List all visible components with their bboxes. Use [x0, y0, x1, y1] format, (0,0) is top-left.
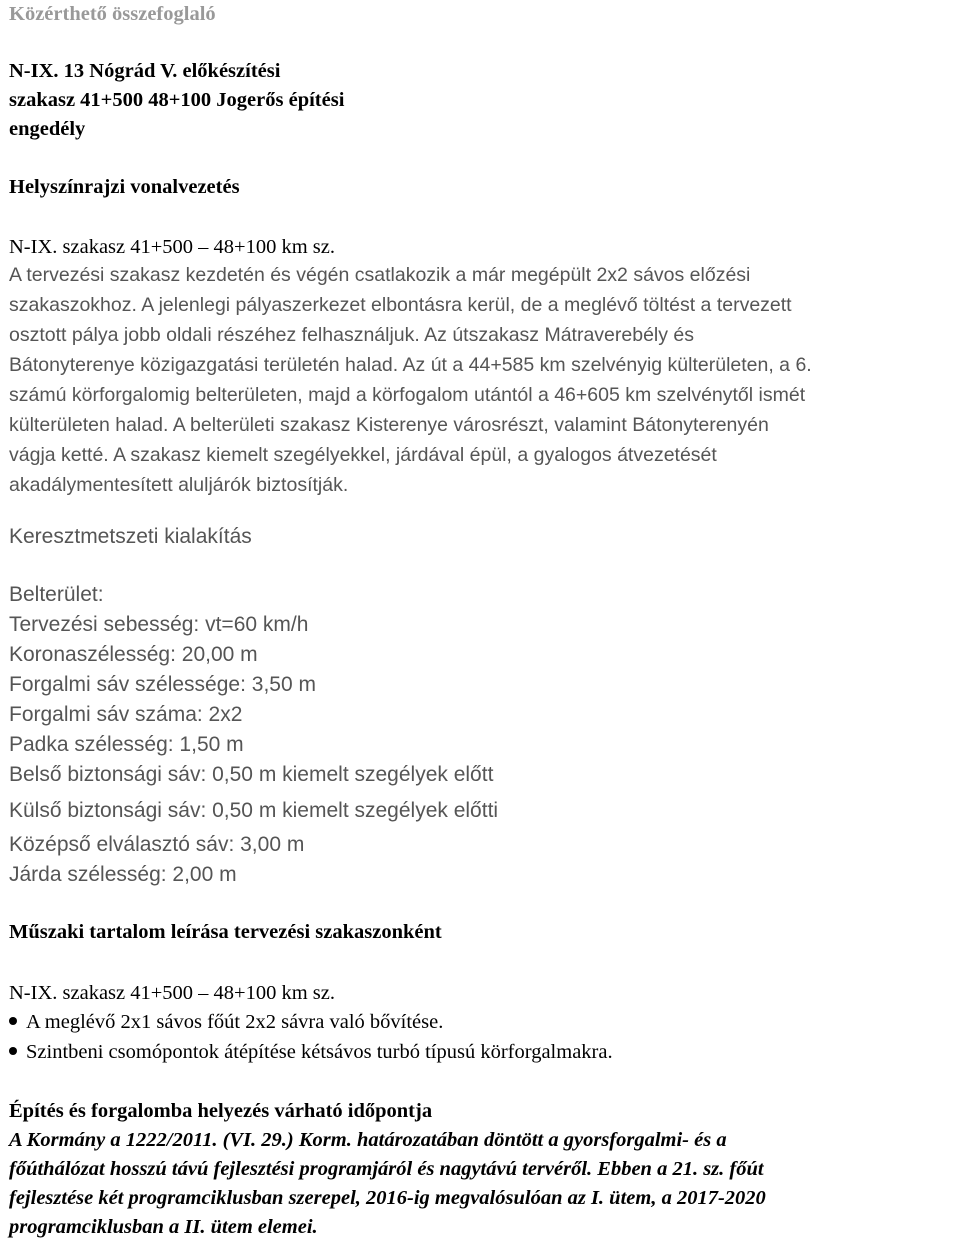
route-paragraph-line: osztott pálya jobb oldali részéhez felhasználjuk. Az útszakasz Mátraverebély és — [9, 324, 695, 346]
project-title-line: szakasz 41+500 48+100 Jogerős építési — [9, 89, 345, 111]
schedule-heading: Építés és forgalomba helyezés várható időpontja — [9, 1100, 433, 1122]
route-paragraph-line: A tervezési szakasz kezdetén és végén csatlakozik a már megépült 2x2 sávos előzési — [9, 264, 751, 286]
spec-item: Járda szélesség: 2,00 m — [9, 863, 237, 886]
schedule-paragraph-line: fejlesztése két programciklusban szerepel, 2016-ig megvalósulóan az I. ütem, a 2017-2020 — [9, 1187, 766, 1209]
route-paragraph-line: számú körforgalomig belterületen, majd a körfogalom utántól a 46+605 km szelvénytől ismét — [9, 384, 806, 406]
cross-section-subheading: Belterület: — [9, 583, 104, 606]
spec-item: Külső biztonsági sáv: 0,50 m kiemelt szegélyek előtti — [9, 799, 499, 822]
spec-item: Belső biztonsági sáv: 0,50 m kiemelt szegélyek előtt — [9, 763, 494, 786]
bullet-item — [9, 1038, 954, 1068]
technical-content — [9, 978, 954, 1068]
schedule-description — [9, 1126, 954, 1242]
route-paragraph-line: külterületen halad. A belterületi szakasz Kisterenye városrészt, valamint Bátonyterenyén — [9, 414, 769, 436]
spec-item: Forgalmi sáv szélessége: 3,50 m — [9, 673, 316, 696]
route-paragraph-line: vágja ketté. A szakasz kiemelt szegélyekkel, járdával épül, a gyalogos átvezetését — [9, 444, 717, 466]
route-heading: Helyszínrajzi vonalvezetés — [9, 176, 240, 198]
technical-intro: N-IX. szakasz 41+500 – 48+100 km sz. — [9, 982, 336, 1004]
document-title: Közérthető összefoglaló — [9, 3, 216, 25]
bullet-text: Szintbeni csomópontok átépítése kétsávos turbó típusú körforgalmakra. — [26, 1041, 613, 1063]
route-paragraph-line: akadálymentesített aluljárók biztosítják. — [9, 474, 349, 496]
cross-section-heading: Keresztmetszeti kialakítás — [9, 525, 252, 548]
route-description — [9, 233, 954, 500]
bullet-icon — [9, 1017, 17, 1025]
technical-heading: Műszaki tartalom leírása tervezési szakaszonként — [9, 921, 442, 943]
project-title — [9, 57, 954, 144]
project-title-line: engedély — [9, 118, 86, 140]
route-paragraph-line: N-IX. szakasz 41+500 – 48+100 km sz. — [9, 236, 336, 258]
bullet-text: A meglévő 2x1 sávos főút 2x2 sávra való bővítése. — [26, 1011, 444, 1033]
schedule-paragraph-line: programciklusban a II. ütem elemei. — [9, 1216, 318, 1238]
schedule-paragraph-line: főúthálózat hosszú távú fejlesztési programjáról és nagytávú tervéről. Ebben a 21. sz. főút — [9, 1158, 764, 1180]
cross-section-specs — [9, 610, 954, 890]
spec-item: Padka szélesség: 1,50 m — [9, 733, 244, 756]
spec-item: Középső elválasztó sáv: 3,00 m — [9, 833, 305, 856]
spec-item: Tervezési sebesség: vt=60 km/h — [9, 613, 309, 636]
project-title-line: N-IX. 13 Nógrád V. előkészítési — [9, 60, 281, 82]
bullet-icon — [9, 1047, 17, 1055]
route-paragraph-line: Bátonyterenye közigazgatási területén halad. Az út a 44+585 km szelvényig külterületen, a 6. — [9, 354, 812, 376]
bullet-item — [9, 1008, 954, 1038]
spec-item: Forgalmi sáv száma: 2x2 — [9, 703, 243, 726]
route-paragraph-line: szakaszokhoz. A jelenlegi pályaszerkezet elbontásra kerül, de a meglévő töltést a tervezett — [9, 294, 792, 316]
schedule-paragraph-line: A Kormány a 1222/2011. (VI. 29.) Korm. határozatában döntött a gyorsforgalmi- és a — [9, 1129, 727, 1151]
spec-item: Koronaszélesség: 20,00 m — [9, 643, 258, 666]
